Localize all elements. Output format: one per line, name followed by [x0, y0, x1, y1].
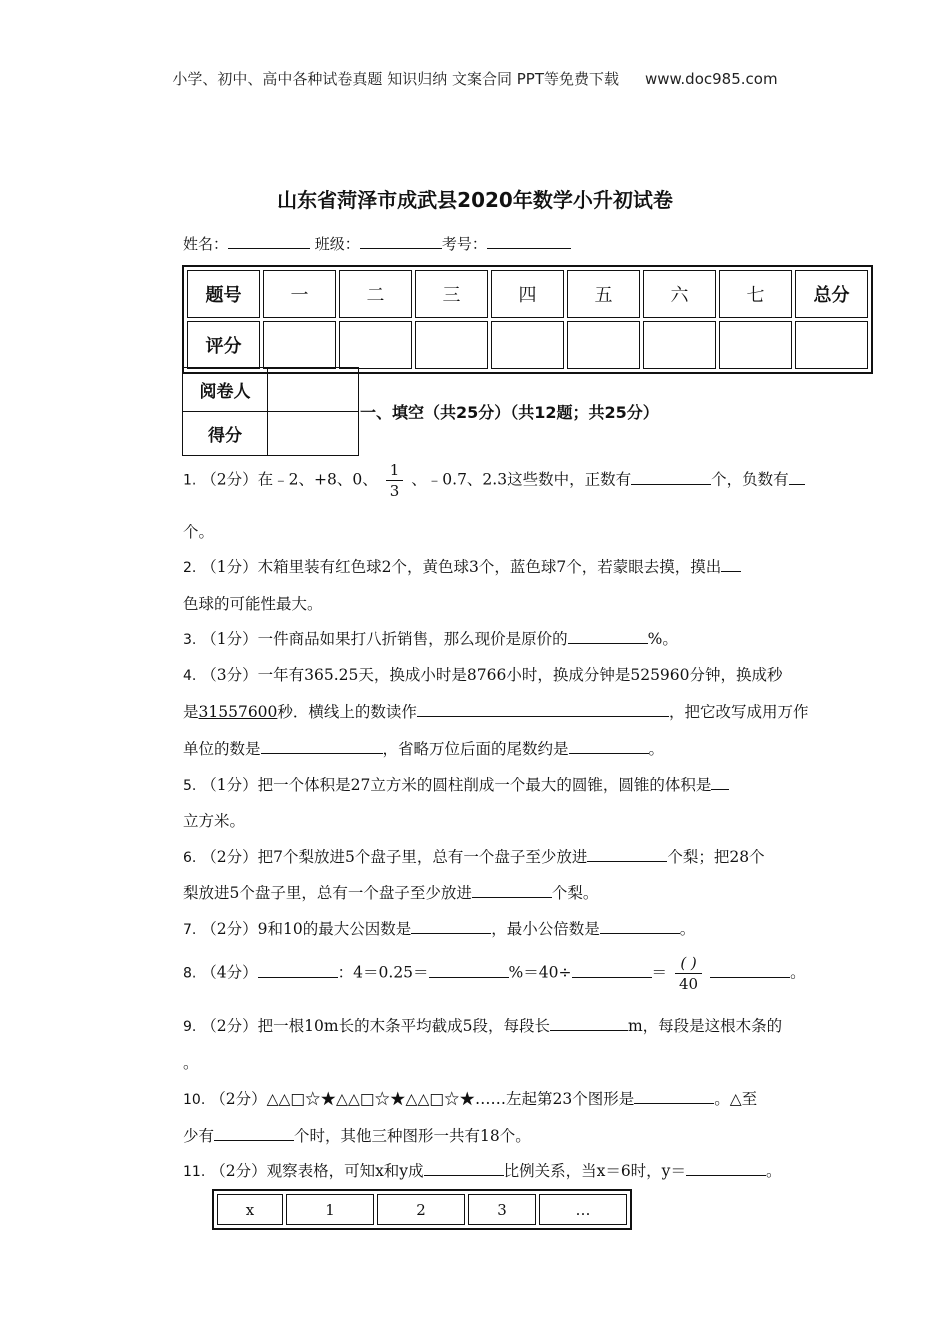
answer-blank[interactable]	[789, 469, 805, 485]
question-9-cont: 。	[183, 1054, 199, 1072]
score-cell-header: 题号	[187, 270, 260, 318]
answer-blank[interactable]	[429, 962, 509, 978]
question-2-cont: 色球的可能性最大。	[183, 595, 323, 613]
score-cell[interactable]	[643, 321, 716, 369]
question-4-line2: 是31557600秒．横线上的数读作 ，把它改写成用万作	[183, 703, 809, 721]
question-4: 4. （3分）一年有365.25天，换成小时是8766小时，换成分钟是525960分钟，换成秒	[183, 666, 783, 684]
answer-blank[interactable]	[631, 469, 711, 485]
score-cell-header: 总分	[795, 270, 868, 318]
answer-blank[interactable]	[417, 701, 669, 717]
xy-table	[212, 1189, 632, 1230]
table-cell: …	[539, 1194, 627, 1225]
page-header	[0, 68, 950, 89]
score-cell-header: 一	[263, 270, 336, 318]
score-cell-header: 三	[415, 270, 488, 318]
score-cell-header: 六	[643, 270, 716, 318]
page-title: 山东省菏泽市成武县2020年数学小升初试卷	[277, 188, 673, 212]
reader-cell[interactable]	[268, 368, 359, 412]
reader-label: 阅卷人	[183, 368, 268, 412]
section-title: 一、填空（共25分）（共12题；共25分）	[360, 403, 659, 422]
header-text: 小学、初中、高中各种试卷真题 知识归纳 文案合同 PPT等免费下载	[172, 70, 619, 88]
score-cell-header: 二	[339, 270, 412, 318]
question-11: 11. （2分）观察表格，可知x和y成 比例关系，当x＝6时，y＝ 。	[183, 1162, 782, 1180]
score-cell[interactable]	[339, 321, 412, 369]
question-10-cont: 少有 个时，其他三种图形一共有18个。	[183, 1127, 531, 1145]
name-field[interactable]	[228, 233, 310, 249]
number-label: 考号：	[441, 235, 487, 253]
score-cell-header: 四	[491, 270, 564, 318]
question-2: 2. （1分）木箱里装有红色球2个，黄色球3个，蓝色球7个，若蒙眼去摸，摸出	[183, 555, 741, 577]
fraction-one-third: $\frac{1}{3}$	[386, 460, 404, 501]
answer-blank[interactable]	[569, 738, 649, 754]
answer-blank[interactable]	[550, 1015, 628, 1031]
answer-blank[interactable]	[258, 962, 338, 978]
question-3: 3. （1分）一件商品如果打八折销售，那么现价是原价的 %。	[183, 630, 678, 648]
score-value-row	[187, 321, 868, 369]
score-cell[interactable]	[415, 321, 488, 369]
question-6-cont: 梨放进5个盘子里，总有一个盘子至少放进 个梨。	[183, 884, 599, 902]
answer-blank[interactable]	[411, 918, 491, 934]
answer-blank[interactable]	[424, 1160, 504, 1176]
class-label: 班级：	[314, 235, 360, 253]
score-cell[interactable]	[719, 321, 792, 369]
question-4-line3: 单位的数是 ，省略万位后面的尾数约是 。	[183, 740, 665, 758]
grader-table	[182, 367, 359, 456]
score-row-label: 评分	[187, 321, 260, 369]
class-field[interactable]	[360, 233, 442, 249]
score-table	[182, 265, 873, 374]
score-cell-header: 七	[719, 270, 792, 318]
grader-score-cell[interactable]	[268, 412, 359, 456]
table-cell: 3	[468, 1194, 536, 1225]
question-8: 8. （4分） ：4＝0.25＝ %＝40÷ ＝ $\frac{( )}{40}$ 。	[183, 954, 806, 993]
answer-blank[interactable]	[214, 1125, 294, 1141]
score-cell[interactable]	[263, 321, 336, 369]
table-cell: x	[217, 1194, 283, 1225]
score-cell[interactable]	[567, 321, 640, 369]
question-6: 6. （2分）把7个梨放进5个盘子里，总有一个盘子至少放进 个梨；把28个	[183, 848, 765, 866]
answer-blank[interactable]	[711, 774, 729, 790]
answer-blank[interactable]	[568, 628, 648, 644]
question-10: 10. （2分）△△□☆★△△□☆★△△□☆★……左起第23个图形是 。△至	[183, 1090, 758, 1108]
question-5-cont: 立方米。	[183, 812, 246, 830]
table-cell: 2	[377, 1194, 465, 1225]
answer-blank[interactable]	[587, 846, 667, 862]
score-header-row	[187, 270, 868, 318]
table-row	[217, 1194, 627, 1225]
score-cell-header: 五	[567, 270, 640, 318]
question-7: 7. （2分）9和10的最大公因数是 ，最小公倍数是 。	[183, 920, 696, 938]
answer-blank[interactable]	[261, 738, 383, 754]
question-1: 1. （2分）在﹣2、+8、0、 $\frac{1}{3}$ 、﹣0.7、2.3这些数中，正数有 个，负数有	[183, 460, 805, 501]
score-cell[interactable]	[491, 321, 564, 369]
answer-blank[interactable]	[721, 556, 741, 572]
student-info	[183, 233, 571, 254]
table-cell: 1	[286, 1194, 374, 1225]
answer-blank[interactable]	[634, 1088, 714, 1104]
answer-blank[interactable]	[686, 1160, 766, 1176]
answer-blank[interactable]	[600, 918, 680, 934]
question-9: 9. （2分）把一根10m长的木条平均截成5段，每段长 m，每段是这根木条的	[183, 1017, 783, 1035]
question-1-cont: 个。	[183, 523, 215, 541]
answer-blank[interactable]	[710, 962, 790, 978]
name-label: 姓名：	[183, 235, 229, 253]
fraction-over-40: $\frac{( )}{40}$	[675, 953, 702, 994]
grader-score-label: 得分	[183, 412, 268, 456]
question-5: 5. （1分）把一个体积是27立方米的圆柱削成一个最大的圆锥，圆锥的体积是	[183, 773, 729, 795]
answer-blank[interactable]	[572, 962, 652, 978]
header-site-link[interactable]: www.doc985.com	[644, 70, 778, 88]
score-cell[interactable]	[795, 321, 868, 369]
answer-blank[interactable]	[472, 882, 552, 898]
number-field[interactable]	[487, 233, 571, 249]
